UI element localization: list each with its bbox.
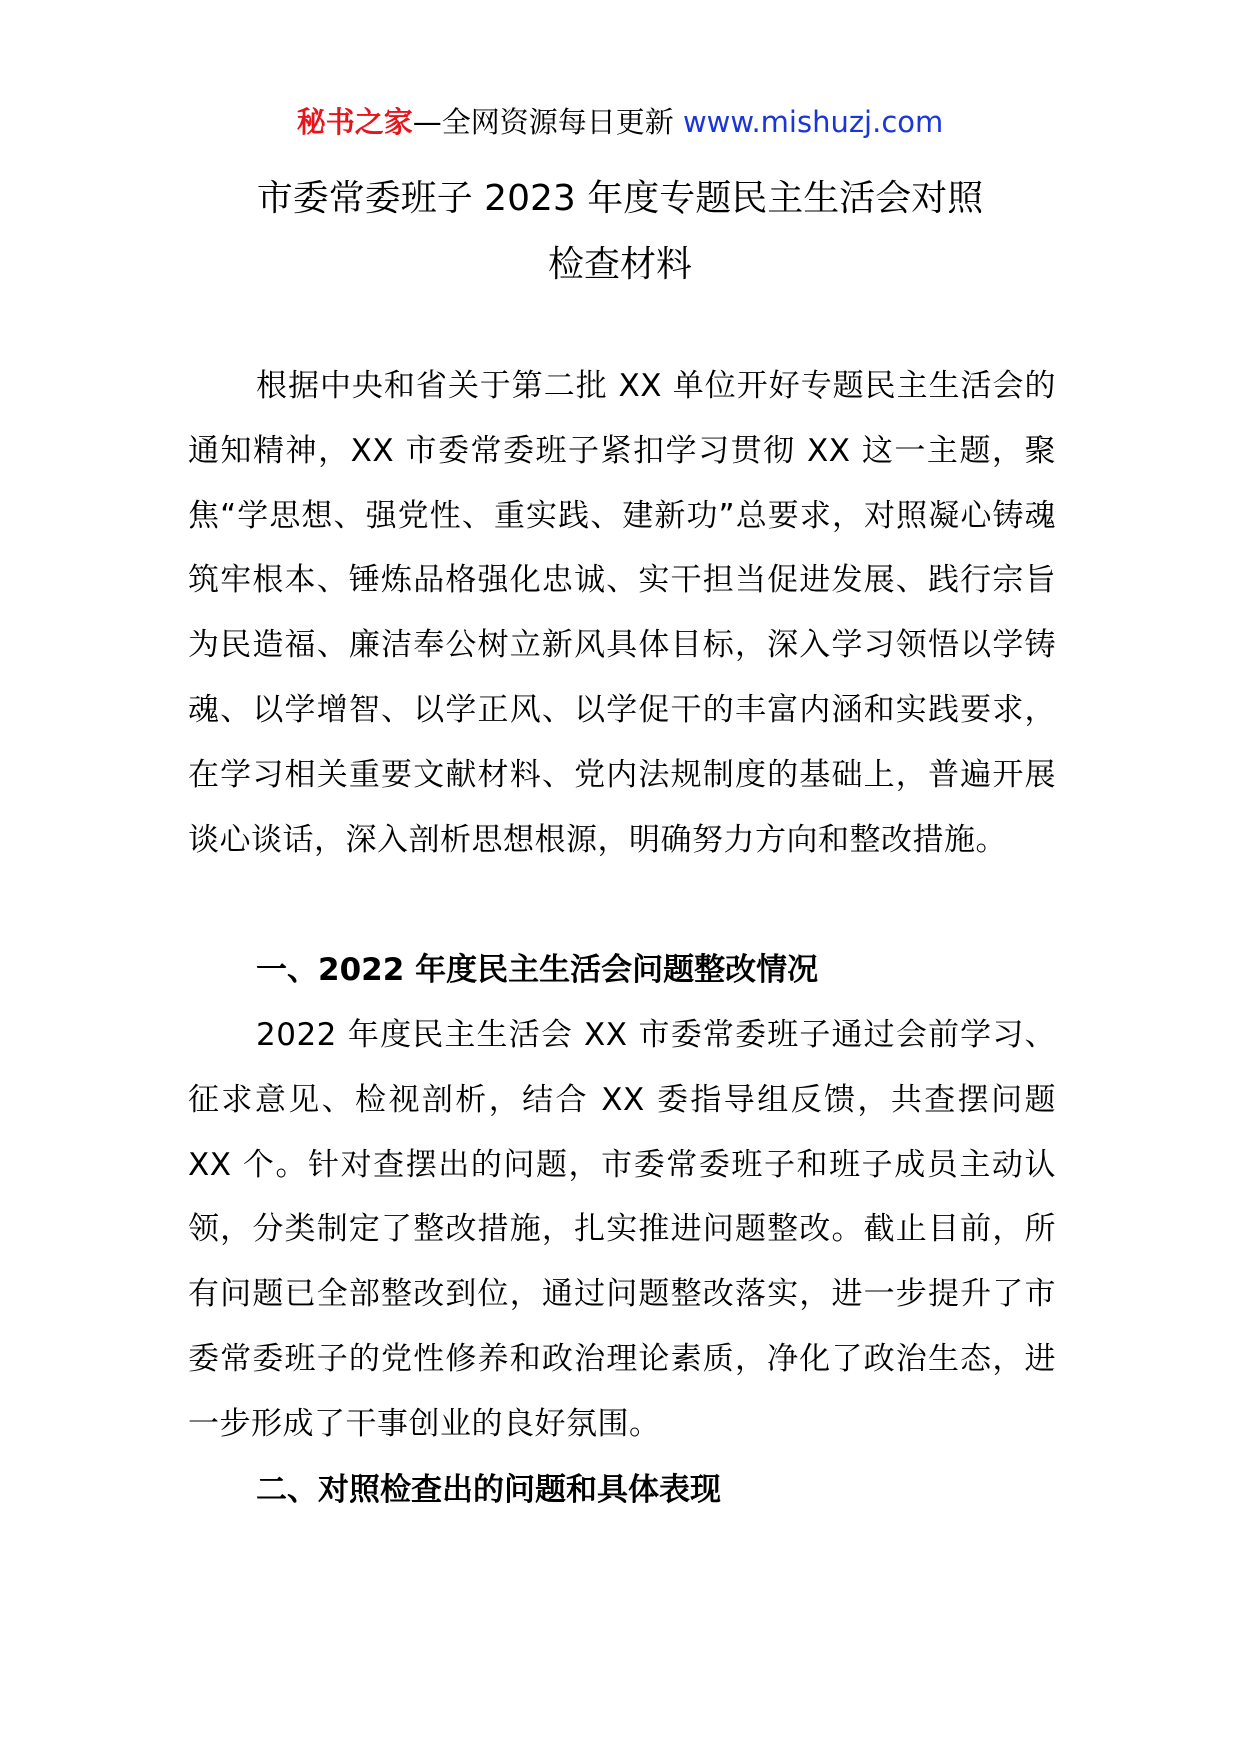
section-1-paragraph: 2022 年度民主生活会 XX 市委常委班子通过会前学习、征求意见、检视剖析，结合 XX 委指导组反馈，共查摆问题 XX 个。针对查摆出的问题，市委常委班子和班子成员主动认领，分类制定了整改措施，扎实推进问题整改。截止目前，所有问题已全部整改到位，通过问题整改落实，进一步提升了市委常委班子的党性修养和政治理论素质，净化了政治生态，进一步形成了干事创业的良好氛围。 xyxy=(188,1017,1056,1442)
site-url-link[interactable]: www.mishuzj.com xyxy=(682,105,944,139)
intro-paragraph: 根据中央和省关于第二批 XX 单位开好专题民主生活会的通知精神，XX 市委常委班子紧扣学习贯彻 XX 这一主题，聚焦“学思想、强党性、重实践、建新功”总要求，对照凝心铸魂筑牢根本、锤炼品格强化忠诚、实干担当促进发展、践行宗旨为民造福、廉洁奉公树立新风具体目标，深入学习领悟以学铸魂、以学增智、以学正风、以学促干的丰富内涵和实践要求，在学习相关重要文献材料、党内法规制度的基础上，普遍开展谈心谈话，深入剖析思想根源，明确努力方向和整改措施。 xyxy=(188,368,1056,858)
section-heading-2: 二、对照检查出的问题和具体表现 xyxy=(256,1472,721,1508)
title-line-2: 检查材料 xyxy=(547,244,692,285)
site-header xyxy=(0,100,1240,144)
header-tagline: —全网资源每日更新 xyxy=(412,105,674,139)
title-line-1: 市委常委班子 2023 年度专题民主生活会对照 xyxy=(256,178,984,219)
brand-name: 秘书之家 xyxy=(296,105,413,139)
section-heading-1: 一、2022 年度民主生活会问题整改情况 xyxy=(256,952,819,988)
document-title xyxy=(0,166,1240,298)
